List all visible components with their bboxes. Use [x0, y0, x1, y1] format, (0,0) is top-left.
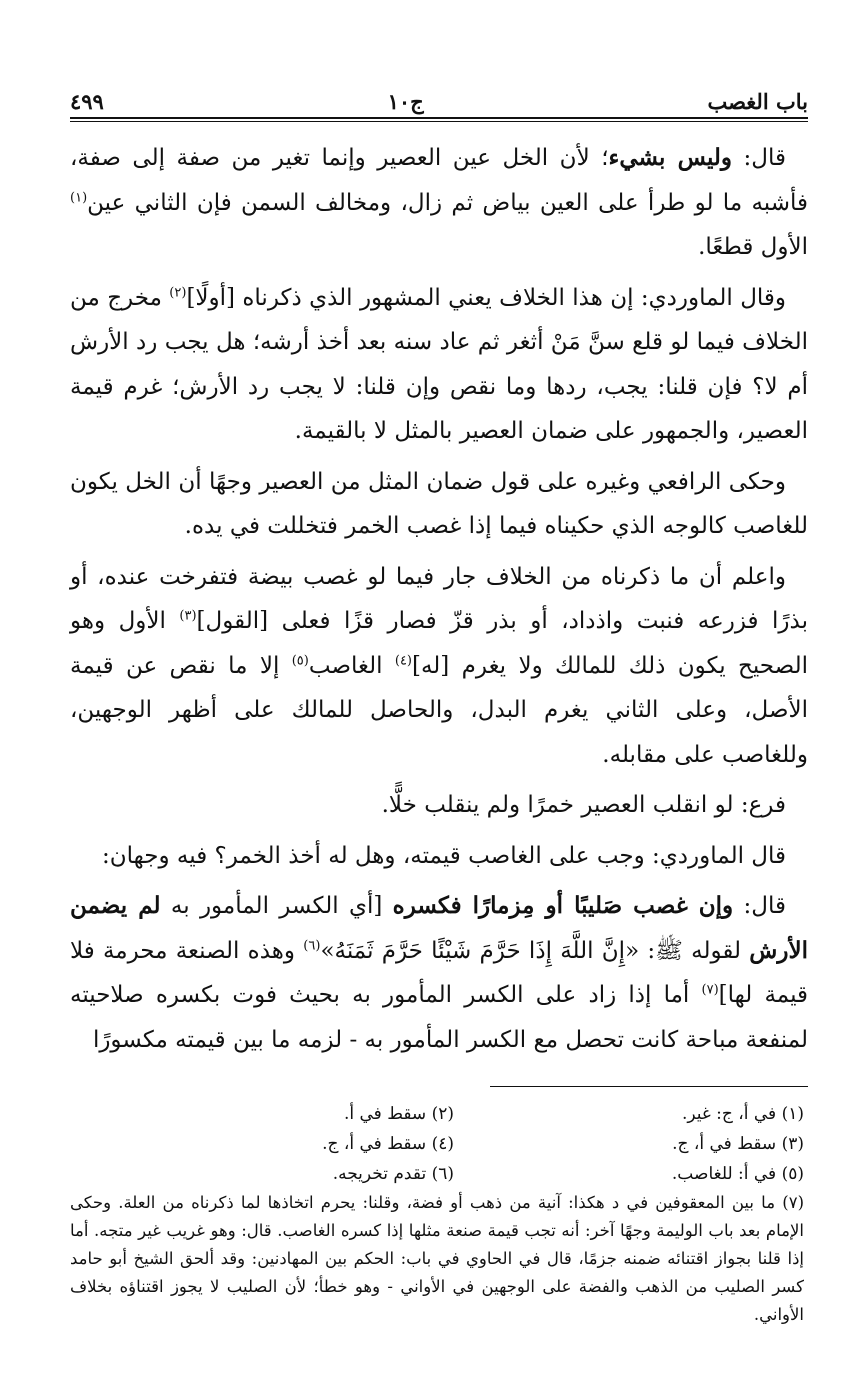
paragraph — [70, 276, 808, 454]
footnote: (٤) سقط في أ، ج. — [322, 1134, 454, 1154]
footnotes-grid — [70, 1099, 808, 1189]
header-rule — [70, 114, 808, 119]
bold-run: وإن غصب صَليبًا أو مِزمارًا فكسره — [392, 892, 734, 919]
header-rule-thin — [70, 121, 808, 122]
bold-run: لم يضمن الأرش — [70, 892, 808, 964]
footnote-ref: (٣) — [179, 608, 197, 624]
text-run: ؛ لأن الخل عين العصير وإنما تغير من صفة إلى صفة، فأشبه ما لو طرأ على العين بياض ثم زال، ومخالف السمن فإن الثاني عين — [70, 145, 808, 216]
bold-run: وليس بشيء — [608, 144, 733, 171]
volume-label: ج١٠ — [387, 89, 424, 114]
footnote: (٣) سقط في أ، ج. — [672, 1134, 804, 1154]
footnote: (٦) تقدم تخريجه. — [332, 1164, 454, 1184]
text-run: واعلم أن ما ذكرناه من الخلاف جار فيما لو غصب بيضة فتفرخت عنده، أو بذرًا فزرعه فنبت واذداد، أو بذر قزّ فصار قزًا فعلى [القول] — [70, 563, 808, 634]
text-run: أما إذا زاد على الكسر المأمور به بحيث فوت بكسره صلاحيته لمنفعة مباحة كانت تحصل مع الكسر المأمور به - لزمه ما بين قيمته مكسورًا — [70, 982, 808, 1053]
book-page — [70, 74, 808, 1329]
text-run: الأول وهو الصحيح يكون ذلك للمالك ولا يغرم [له] — [70, 608, 808, 679]
paragraph — [70, 884, 808, 1062]
paragraph — [70, 136, 808, 270]
text-run: وقال الماوردي: إن هذا الخلاف يعني المشهور الذي ذكرناه [أولًا] — [186, 284, 787, 311]
paragraph: وحكى الرافعي وغيره على قول ضمان المثل من العصير وجهًا أن الخل يكون للغاصب كالوجه الذي حكيناه فيما إذا غصب الخمر فتخللت في يده. — [70, 468, 808, 539]
footnote-separator — [490, 1086, 808, 1087]
footnote-ref: (٢) — [169, 284, 187, 300]
text-run: إلا ما نقص عن قيمة الأصل، وعلى الثاني يغرم البدل، والحاصل للمالك على أظهر الوجهين، وللغاصب على مقابله. — [70, 652, 808, 768]
footnote-ref: (٥) — [291, 652, 309, 668]
footnote: (٥) في أ: للغاصب. — [671, 1164, 804, 1184]
text-run: الأول قطعًا. — [698, 234, 808, 260]
paragraph: قال الماوردي: وجب على الغاصب قيمته، وهل له أخذ الخمر؟ فيه وجهان: — [102, 842, 786, 869]
footnote: (١) في أ، ج: غير. — [681, 1104, 804, 1124]
main-text — [70, 136, 808, 1062]
text-run: قال: — [732, 145, 786, 171]
text-run: وهذه الصنعة محرمة فلا قيمة لها] — [70, 937, 809, 1008]
text-run: لقوله ﷺ: «إِنَّ اللَّهَ إِذَا حَرَّمَ شَيْئًا حَرَّمَ ثَمَنَهُ» — [320, 937, 750, 964]
footnote-ref: (٦) — [303, 937, 321, 953]
paragraph — [70, 555, 808, 778]
running-header — [70, 74, 808, 114]
footnote: (٢) سقط في أ. — [343, 1104, 454, 1124]
footnote-ref: (١) — [70, 189, 88, 205]
footnote-ref: (٤) — [394, 652, 412, 668]
footnote-ref: (٧) — [701, 982, 719, 998]
text-run: [أي الكسر المأمور به — [160, 893, 393, 919]
text-run: مخرج من الخلاف فيما لو قلع سنَّ مَنْ أثغر ثم عاد سنه بعد أخذ أرشه؛ هل يجب رد الأرش أم لا؟ فإن قلنا: يجب، ردها وما نقص وإن قلنا: لا يجب رد الأرش؛ غرم قيمة العصير، والجمهور على ضمان العصير بالمثل لا بالقيمة. — [70, 284, 808, 444]
text-run: قال: — [733, 893, 786, 919]
paragraph: فرع: لو انقلب العصير خمرًا ولم ينقلب خلًّا. — [381, 792, 786, 818]
text-run: الغاصب — [308, 652, 395, 679]
chapter-title: باب الغصب — [707, 89, 808, 114]
page-number: ٤٩٩ — [70, 89, 104, 114]
footnote-long: (٧) ما بين المعقوفين في د هكذا: آنية من ذهب أو فضة، وقلنا: يحرم اتخاذها لما ذكرناه من العلة. وحكى الإمام بعد باب الوليمة وجهًا آخر: أنه تجب قيمة صنعة مثلها إذا كسره الغاصب. قال: وهو غريب غير متجه. أما إذا قلنا بجواز اقتنائه ضمنه جزمًا، قال في الحاوي في باب: الحكم بين المهادنين: وقد ألحق الشيخ أبو حامد كسر الصليب من الذهب والفضة على الوجهين في الأواني - وهو خطأ؛ لأن الصليب لا يجوز اقتناؤه بخلاف الأواني. — [70, 1193, 804, 1324]
